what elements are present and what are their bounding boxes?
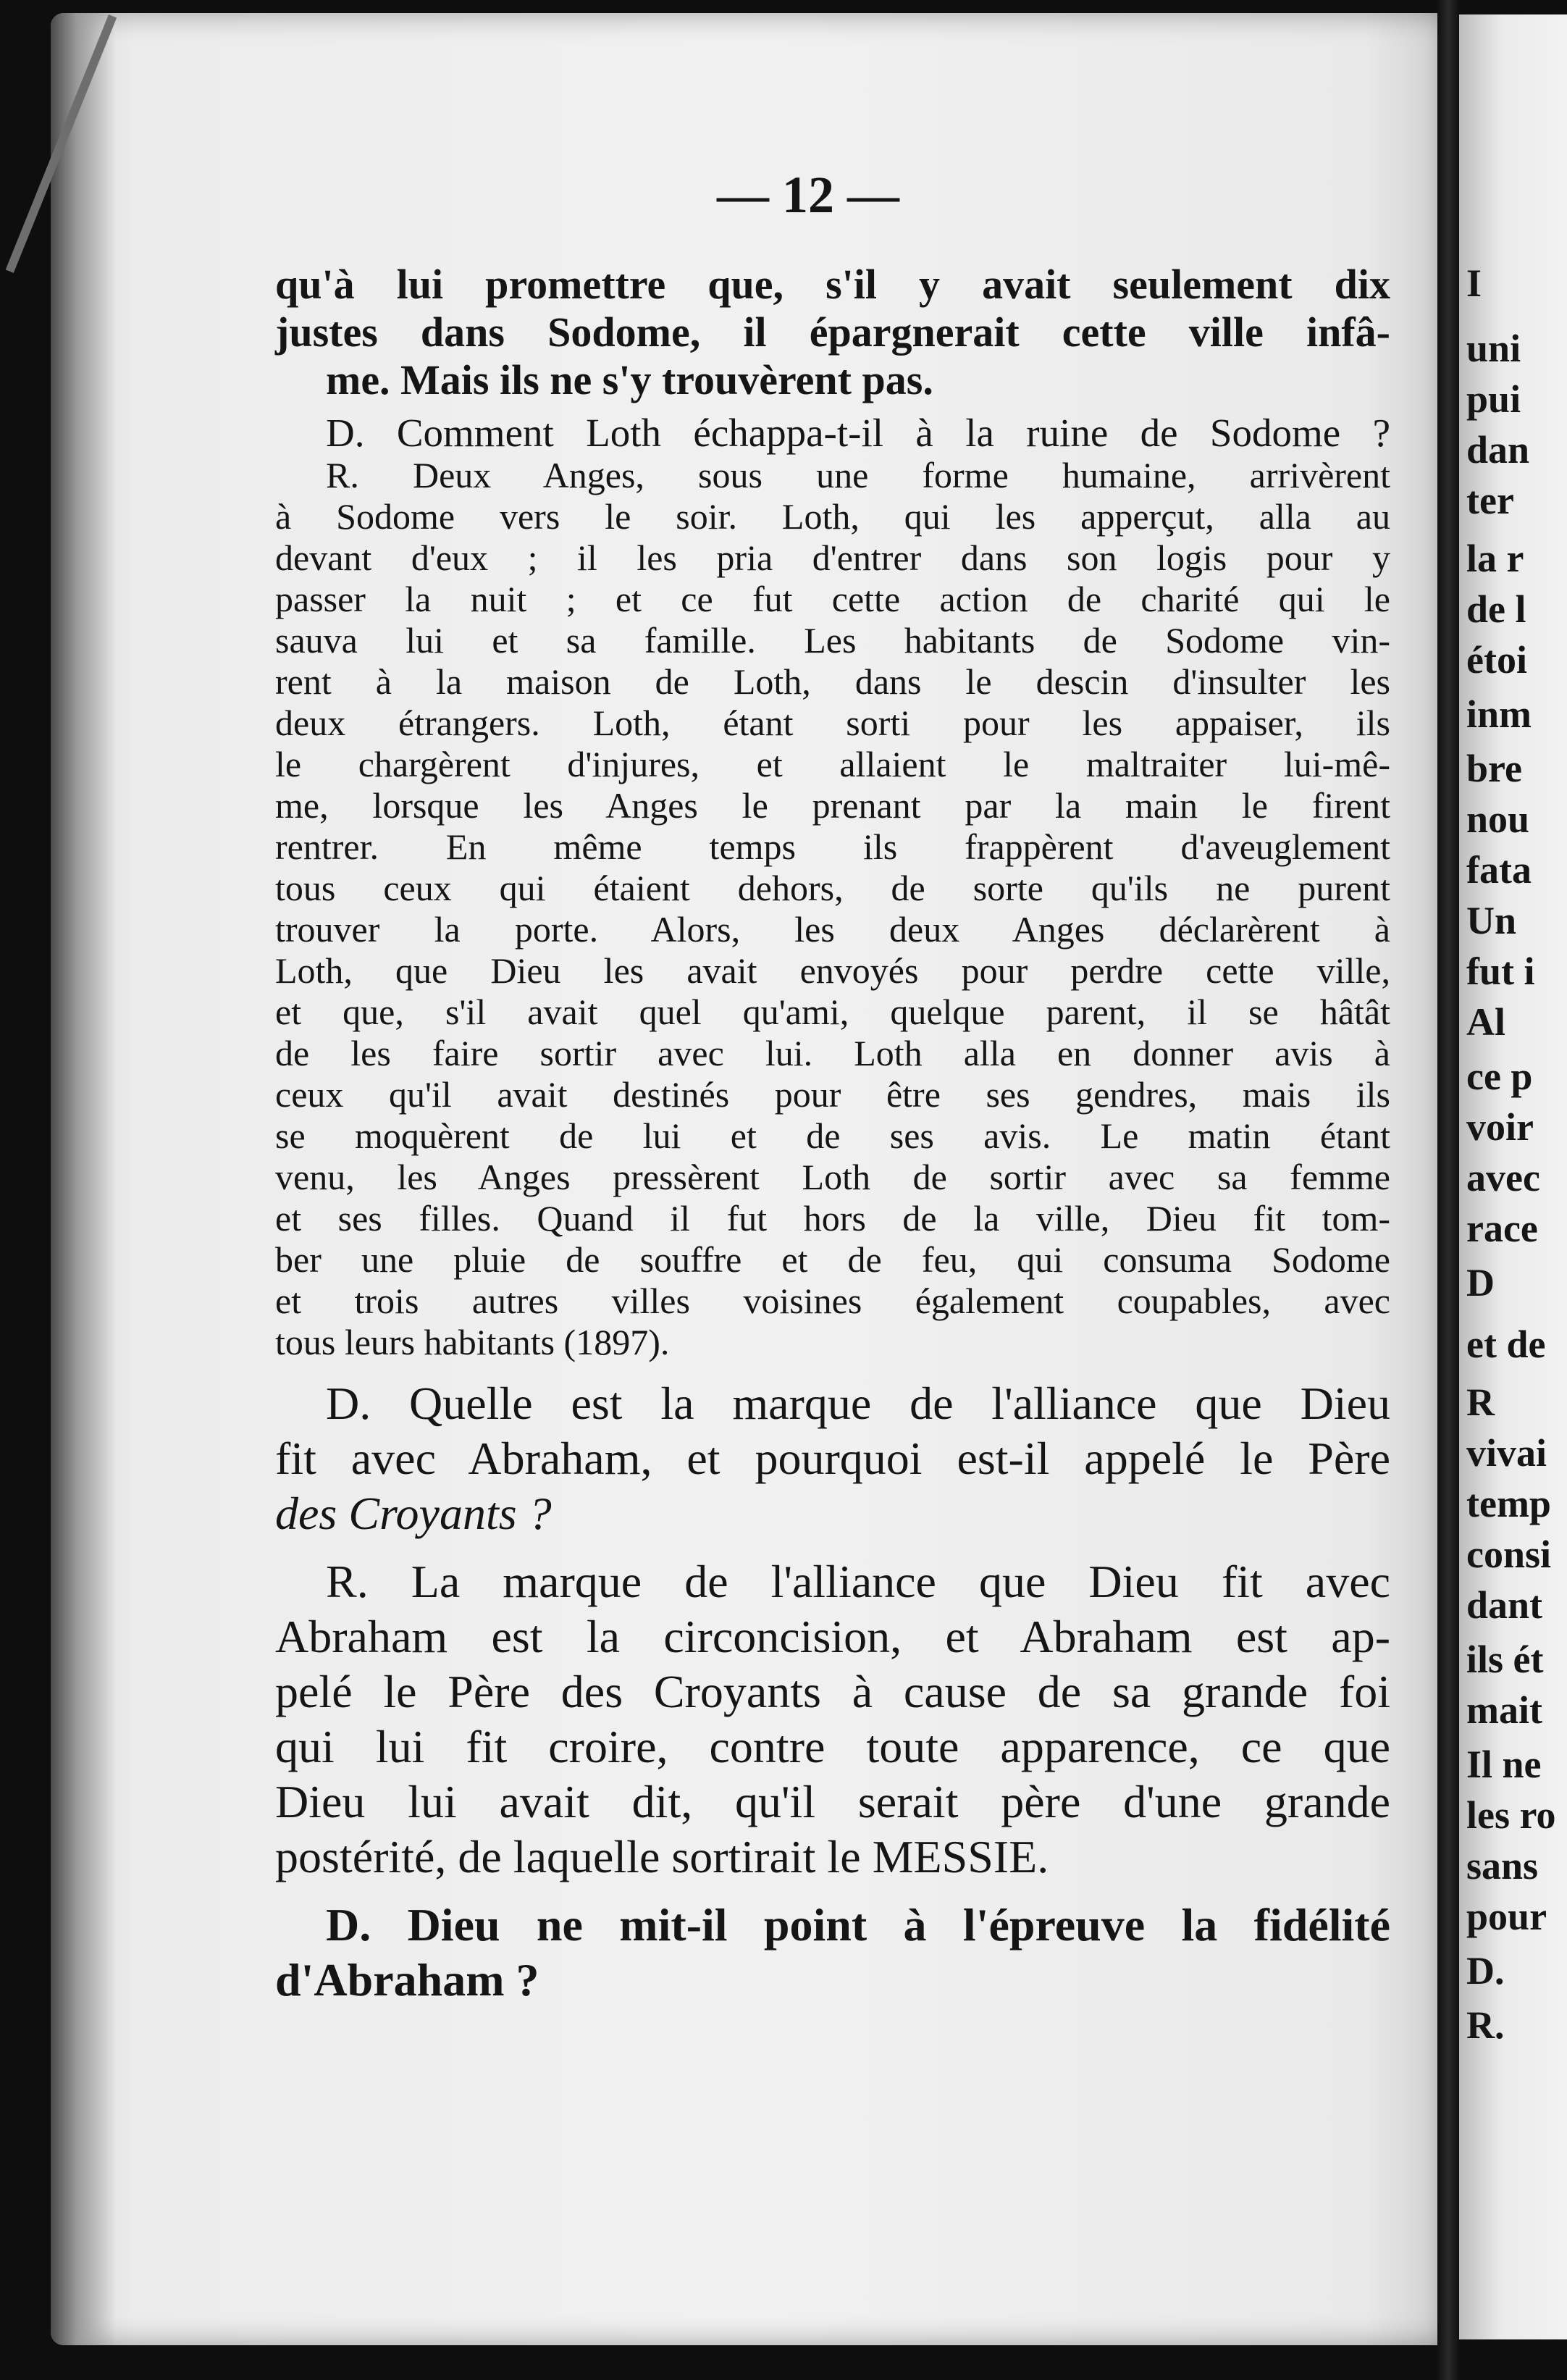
text-line: passer la nuit ; et ce fut cette action de charité qui le [275, 579, 1390, 619]
text-line: D. Quelle est la marque de l'alliance que Dieu [326, 1378, 1390, 1429]
text-line: à Sodome vers le soir. Loth, qui les apperçut, alla au [275, 496, 1390, 537]
right-page-fragment: Il ne [1466, 1743, 1542, 1786]
text-line: Loth, que Dieu les avait envoyés pour perdre cette ville, [275, 950, 1390, 991]
right-page-fragment: de l [1466, 587, 1526, 631]
right-page-fragment: ils ét [1466, 1638, 1544, 1681]
right-page-fragment: D. [1466, 1949, 1505, 1993]
text-line: me, lorsque les Anges le prenant par la main le firent [275, 785, 1390, 826]
text-line: et ses filles. Quand il fut hors de la ville, Dieu fit tom- [275, 1198, 1390, 1239]
right-page-fragment: vivai [1466, 1431, 1547, 1475]
text-line: des Croyants ? [275, 1488, 552, 1539]
text-line: trouver la porte. Alors, les deux Anges déclarèrent à [275, 909, 1390, 950]
text-line: rent à la maison de Loth, dans le descin d'insulter les [275, 661, 1390, 702]
right-page-fragment: Un [1466, 899, 1517, 942]
right-page-fragment: voir [1466, 1105, 1534, 1149]
right-page-fragment: R. [1466, 2003, 1505, 2047]
text-line: tous ceux qui étaient dehors, de sorte qu'ils ne purent [275, 868, 1390, 908]
text-line: et trois autres villes voisines également coupables, avec [275, 1281, 1390, 1321]
right-page-fragment: et de [1466, 1323, 1546, 1366]
text-line: ber une pluie de souffre et de feu, qui consuma Sodome [275, 1239, 1390, 1280]
text-line: D. Dieu ne mit-il point à l'épreuve la fidélité [326, 1899, 1390, 1950]
book-gutter [1437, 0, 1459, 2380]
right-page-fragment: temp [1466, 1482, 1551, 1525]
text-line: R. La marque de l'alliance que Dieu fit avec [326, 1556, 1390, 1607]
text-line: Dieu lui avait dit, qu'il serait père d'une grande [275, 1776, 1390, 1827]
right-page-fragment: ce p [1466, 1055, 1533, 1098]
text-line: qu'à lui promettre que, s'il y avait seulement dix [275, 261, 1390, 308]
right-page-fragment: I [1466, 261, 1482, 305]
text-line: ceux qu'il avait destinés pour être ses gendres, mais ils [275, 1074, 1390, 1115]
text-line: d'Abraham ? [275, 1954, 539, 2006]
right-page-fragment: Al [1466, 1000, 1505, 1044]
text-line: justes dans Sodome, il épargnerait cette ville infâ- [275, 309, 1390, 356]
text-line: me. Mais ils ne s'y trouvèrent pas. [326, 356, 933, 403]
text-line: de les faire sortir avec lui. Loth alla en donner avis à [275, 1033, 1390, 1073]
right-page-fragment: inm [1466, 692, 1532, 736]
right-page-fragment: nou [1466, 797, 1530, 841]
right-page-fragment: la r [1466, 537, 1524, 580]
right-page-fragment: avec [1466, 1156, 1540, 1199]
text-line: rentrer. En même temps ils frappèrent d'aveuglement [275, 826, 1390, 867]
right-page-fragment: dan [1466, 428, 1530, 472]
right-page-fragment: sans [1466, 1844, 1539, 1887]
right-page [1459, 14, 1567, 2339]
page-number: — 12 — [717, 166, 899, 224]
right-page-fragment: dant [1466, 1583, 1543, 1627]
text-line: Abraham est la circoncision, et Abraham est ap- [275, 1611, 1390, 1662]
text-line: pelé le Père des Croyants à cause de sa grande foi [275, 1666, 1390, 1717]
line-gap [275, 1363, 1390, 1376]
right-page-fragment: étoi [1466, 638, 1527, 682]
right-page-fragment: mait [1466, 1688, 1542, 1732]
text-line: fit avec Abraham, et pourquoi est-il appelé le Père [275, 1433, 1390, 1484]
right-page-fragment: bre [1466, 747, 1522, 790]
right-page-fragment: ter [1466, 479, 1514, 522]
right-page-fragment: R [1466, 1380, 1495, 1424]
line-gap [275, 1885, 1390, 1898]
text-line: qui lui fit croire, contre toute apparence, ce que [275, 1721, 1390, 1772]
text-line: tous leurs habitants (1897). [275, 1322, 670, 1362]
right-page-fragment: fata [1466, 848, 1532, 892]
right-page-fragment: pui [1466, 377, 1521, 421]
right-page-fragment: D [1466, 1261, 1495, 1304]
text-line: D. Comment Loth échappa-t-il à la ruine de Sodome ? [326, 411, 1390, 455]
right-page-fragment: fut i [1466, 950, 1535, 993]
text-line: R. Deux Anges, sous une forme humaine, arrivèrent [326, 455, 1390, 495]
right-page-fragment: uni [1466, 327, 1521, 370]
text-line: sauva lui et sa famille. Les habitants de Sodome vin- [275, 620, 1390, 661]
text-line: se moquèrent de lui et de ses avis. Le matin étant [275, 1115, 1390, 1156]
text-line: postérité, de laquelle sortirait le MESSIE. [275, 1831, 1049, 1882]
text-line: et que, s'il avait quel qu'ami, quelque parent, il se hâtât [275, 992, 1390, 1032]
right-page-fragment: consi [1466, 1533, 1552, 1576]
right-page-fragment: race [1466, 1207, 1538, 1250]
text-line: devant d'eux ; il les pria d'entrer dans son logis pour y [275, 537, 1390, 578]
text-line: deux étrangers. Loth, étant sorti pour les appaiser, ils [275, 703, 1390, 743]
body-text [275, 261, 1390, 2008]
right-page-fragment: pour [1466, 1895, 1547, 1938]
right-page-fragment: les ro [1466, 1793, 1556, 1837]
text-line: le chargèrent d'injures, et allaient le maltraiter lui-mê- [275, 744, 1390, 784]
line-gap [275, 1541, 1390, 1554]
text-line: venu, les Anges pressèrent Loth de sortir avec sa femme [275, 1157, 1390, 1197]
